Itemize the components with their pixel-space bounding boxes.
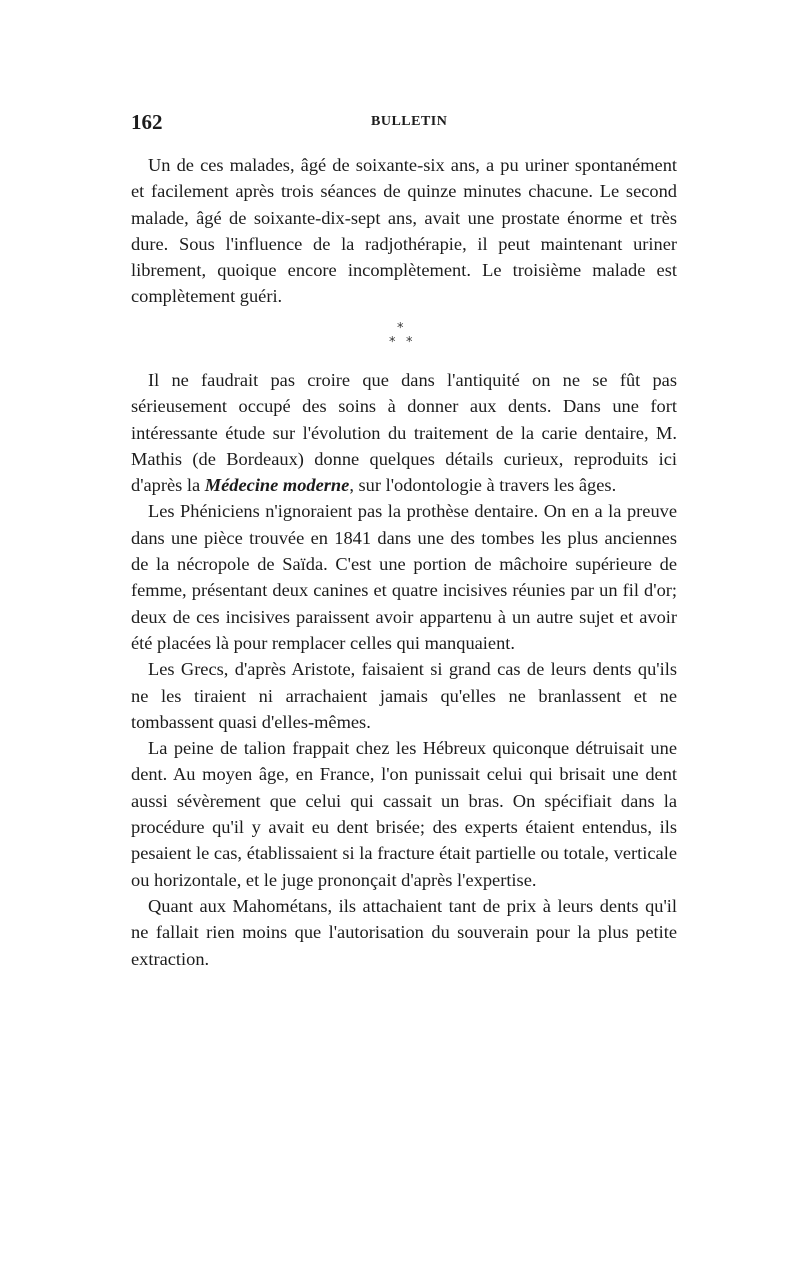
asterisk-icon: * <box>389 335 396 350</box>
running-title: BULLETIN <box>371 114 448 129</box>
paragraph-antiquity <box>131 367 677 498</box>
paragraph-hebrews: La peine de talion frappait chez les Hébreux quiconque détruisait une dent. Au moyen âge, en France, l'on punissait celui qui brisait une dent aussi sévèrement que celui qui cassait un bras. On spécifiait dans la procédure qu'il y avait eu dent brisée; des experts étaient entendus, ils pesaient le cas, établissaient si la fracture était partielle ou totale, verticale ou horizontale, et le juge prononçait d'après l'expertise. <box>131 738 677 890</box>
paragraph-mahometans: Quant aux Mahométans, ils attachaient tant de prix à leurs dents qu'il ne fallait rien moins que l'autorisation du souverain pour la plus petite extraction. <box>131 895 677 969</box>
text-run: Il ne faudrait pas croire que dans l'antiquité on ne se fût pas sérieusement occupé des soins à donner aux dents. Dans une fort intéressante étude sur l'évolution du traitement de la carie dentaire, M. Mathis (de Bordeaux) donne quelques détails curieux, reproduits ici d'après la <box>131 370 677 496</box>
page-header <box>131 110 677 136</box>
text-block-dentistry <box>131 367 677 972</box>
paragraph: Un de ces malades, âgé de soixante-six ans, a pu uriner spontanément et facilement après trois séances de quinze minutes chacune. Le second malade, âgé de soixante-dix-sept ans, avait une prostate énorme et très dure. Sous l'influence de la radjothérapie, il peut maintenant uriner librement, quoique encore incomplètement. Le troisième malade est complètement guéri. <box>131 155 677 307</box>
asterism-separator <box>380 322 430 358</box>
journal-title: Médecine moderne <box>204 475 350 496</box>
text-run: , sur l'odontologie à travers les âges. <box>349 475 617 496</box>
paragraph-phoenicians: Les Phéniciens n'ignoraient pas la prothèse dentaire. On en a la preuve dans une pièce trouvée en 1841 dans une des tombes les plus anciennes de la nécropole de Saïda. C'est une portion de mâchoire supérieure de femme, présentant deux canines et quatre incisives réunies par un fil d'or; deux de ces incisives paraissent avoir appartenu à un autre sujet et avoir été placées là pour remplacer celles qui manquaient. <box>131 501 677 653</box>
text-block-radiotherapy <box>131 152 677 310</box>
page-number: 162 <box>131 110 163 134</box>
asterisk-icon: * <box>406 335 413 350</box>
asterisk-icon: * <box>397 321 404 336</box>
paragraph-greeks: Les Grecs, d'après Aristote, faisaient si grand cas de leurs dents qu'ils ne les tiraient ni arrachaient jamais qu'elles ne branlassent et ne tombassent quasi d'elles-mêmes. <box>131 659 677 732</box>
